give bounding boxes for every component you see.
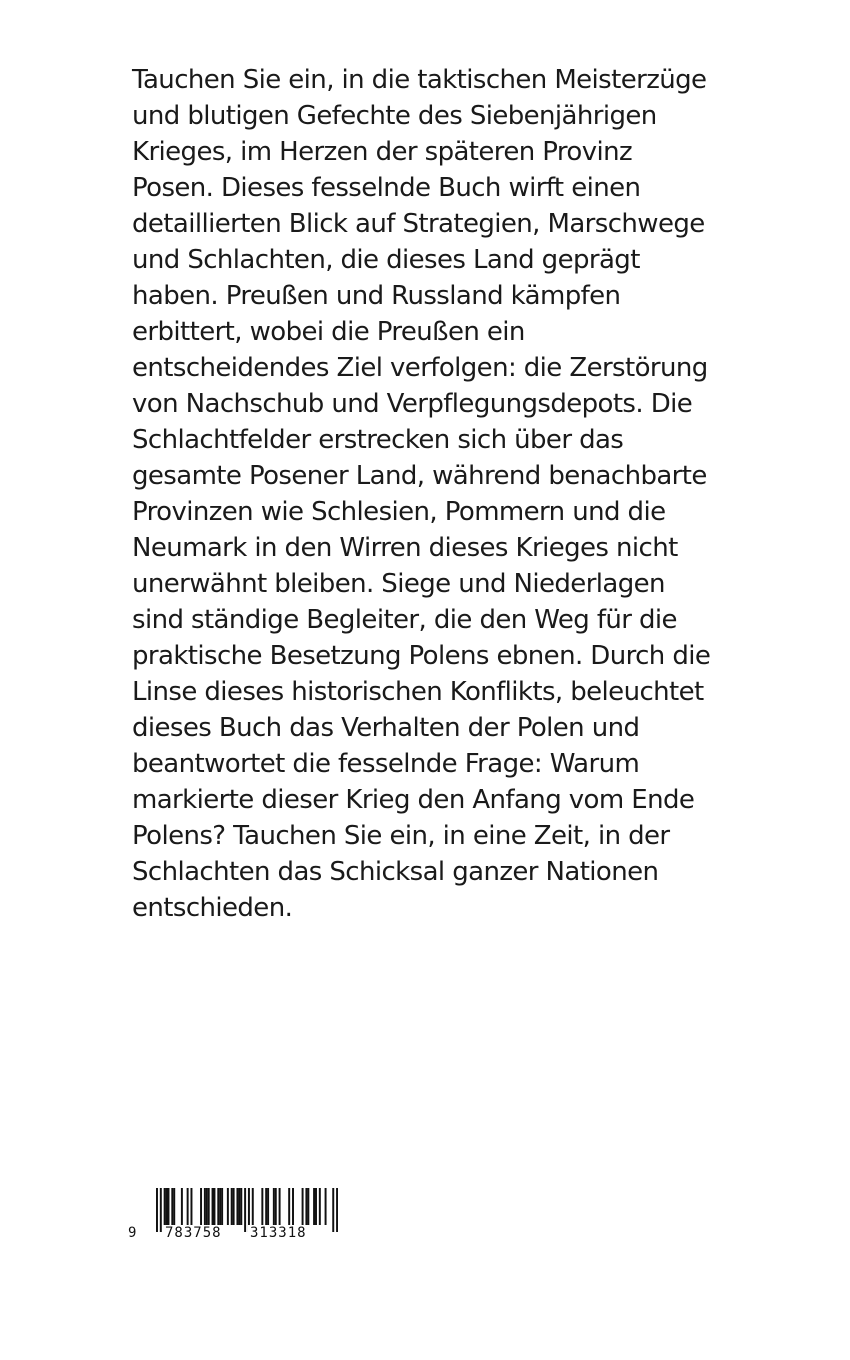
description-line: praktische Besetzung Polens ebnen. Durch die	[132, 641, 711, 671]
description-line: beantwortet die fesselnde Frage: Warum	[132, 749, 640, 779]
description-line: gesamte Posener Land, während benachbarte	[132, 461, 707, 491]
description-line: dieses Buch das Verhalten der Polen und	[132, 713, 640, 743]
barcode-left-digits: 783758	[165, 1225, 222, 1241]
description-line: Schlachten das Schicksal ganzer Nationen	[132, 857, 659, 887]
description-line: entschieden.	[132, 893, 293, 923]
description-line: Neumark in den Wirren dieses Krieges nicht	[132, 533, 678, 563]
description-line: Polens? Tauchen Sie ein, in eine Zeit, in der	[132, 821, 670, 851]
description-line: und blutigen Gefechte des Siebenjährigen	[132, 101, 657, 131]
barcode-bar	[332, 1188, 334, 1232]
description-line: Linse dieses historischen Konflikts, beleuchtet	[132, 677, 704, 707]
barcode-first-digit: 9	[128, 1225, 137, 1241]
isbn-barcode	[128, 1188, 338, 1248]
description-line: unerwähnt bleiben. Siege und Niederlagen	[132, 569, 665, 599]
description-line: haben. Preußen und Russland kämpfen	[132, 281, 621, 311]
description-line: Krieges, im Herzen der späteren Provinz	[132, 137, 633, 167]
description-line: Schlachtfelder erstrecken sich über das	[132, 425, 624, 455]
description-line: entscheidendes Ziel verfolgen: die Zerstörung	[132, 353, 708, 383]
description-line: Posen. Dieses fesselnde Buch wirft einen	[132, 173, 641, 203]
barcode-bar	[336, 1188, 338, 1232]
description-line: und Schlachten, die dieses Land geprägt	[132, 245, 640, 275]
barcode-right-digits: 313318	[250, 1225, 307, 1241]
description-line: detaillierten Blick auf Strategien, Marschwege	[132, 209, 705, 239]
description-line: sind ständige Begleiter, die den Weg für die	[132, 605, 677, 635]
back-cover-description	[132, 62, 772, 926]
barcode-bar	[156, 1188, 158, 1232]
barcode-bar	[244, 1188, 246, 1232]
description-line: Provinzen wie Schlesien, Pommern und die	[132, 497, 666, 527]
description-line: Tauchen Sie ein, in die taktischen Meisterzüge	[132, 65, 707, 95]
description-line: erbittert, wobei die Preußen ein	[132, 317, 525, 347]
description-line: von Nachschub und Verpflegungsdepots. Die	[132, 389, 693, 419]
description-line: markierte dieser Krieg den Anfang vom Ende	[132, 785, 695, 815]
